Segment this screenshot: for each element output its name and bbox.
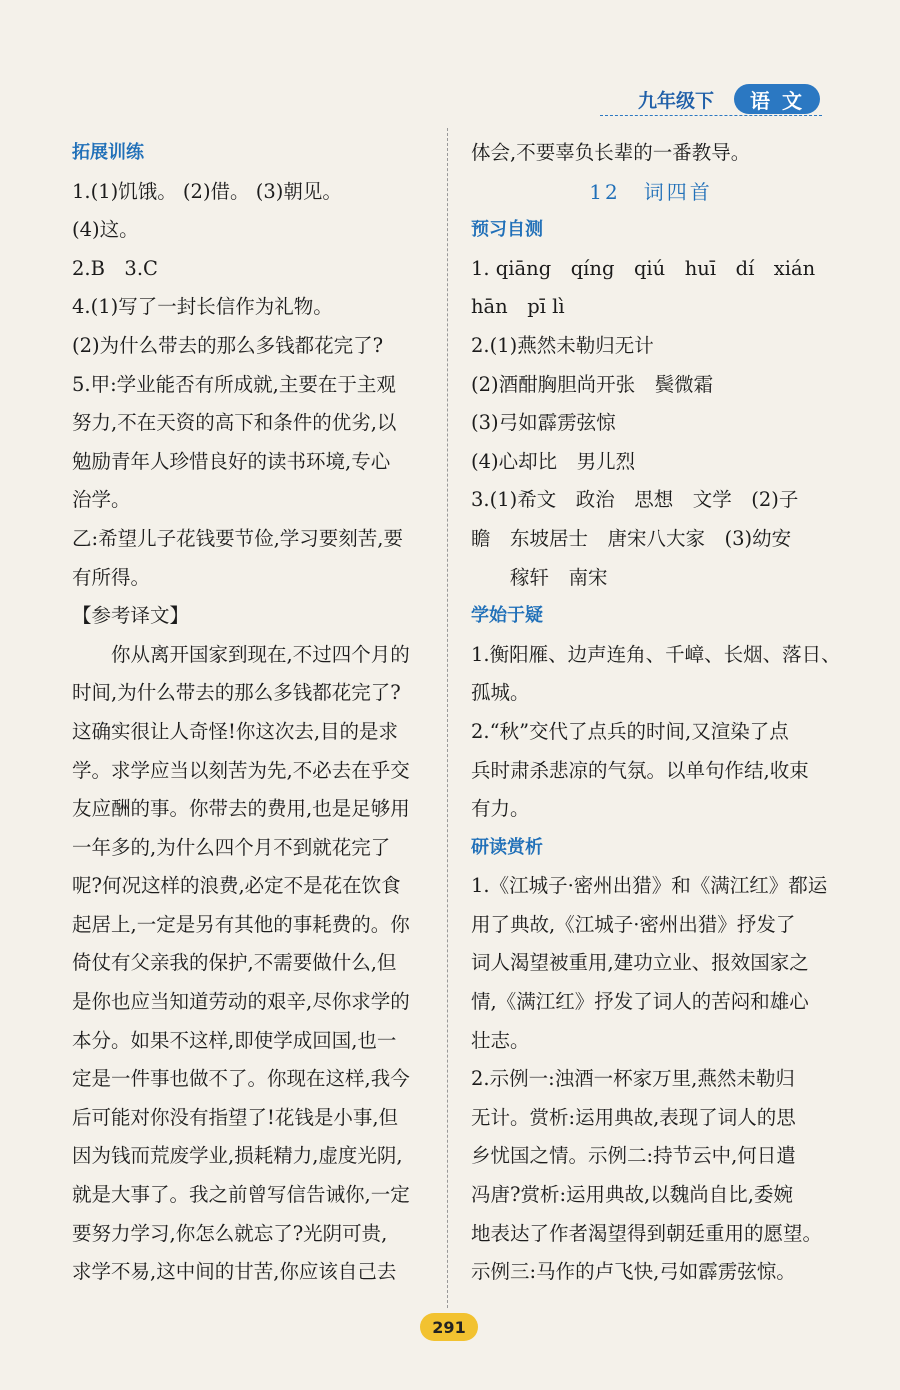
text-line: 5.甲:学业能否有所成就,主要在于主观	[72, 372, 396, 396]
column-divider	[447, 128, 448, 1308]
section-heading: 研读赏析	[471, 836, 543, 858]
text-line: 乙:希望儿子花钱要节俭,学习要刻苦,要	[72, 526, 403, 550]
text-line: 1. qiāng qíng qiú huī dí xián	[471, 256, 816, 280]
text-line: 求学不易,这中间的甘苦,你应该自己去	[72, 1260, 397, 1284]
text-line: 兵时肃杀悲凉的气氛。以单句作结,收束	[471, 758, 809, 782]
text-line: 【参考译文】	[72, 604, 190, 628]
text-line: 体会,不要辜负长辈的一番教导。	[471, 141, 751, 164]
section-heading: 预习自测	[471, 219, 543, 241]
text-line: 友应酬的事。你带去的费用,也是足够用	[72, 797, 410, 821]
text-line: 1.衡阳雁、边声连角、千嶂、长烟、落日、	[471, 642, 841, 666]
section-heading: 学始于疑	[471, 605, 543, 627]
text-line: 孤城。	[471, 681, 530, 705]
text-line: 是你也应当知道劳动的艰辛,尽你求学的	[72, 990, 410, 1014]
text-line: 2.示例一:浊酒一杯家万里,燕然未勒归	[471, 1067, 795, 1091]
text-line: 1.(1)饥饿。 (2)借。 (3)朝见。	[72, 179, 342, 203]
lesson-title: 12 词四首	[589, 179, 713, 204]
text-line: 4.(1)写了一封长信作为礼物。	[72, 295, 333, 319]
text-line: 因为钱而荒废学业,损耗精力,虚度光阴,	[72, 1144, 403, 1168]
text-line: 学。求学应当以刻苦为先,不必去在乎交	[72, 758, 410, 782]
header-rule	[600, 115, 822, 116]
page-number: 291	[420, 1313, 478, 1341]
text-line: 地表达了作者渴望得到朝廷重用的愿望。	[471, 1221, 823, 1245]
text-line: (4)这。	[72, 218, 139, 242]
subject-badge: 语文	[734, 84, 820, 114]
text-line: 这确实很让人奇怪!你这次去,目的是求	[72, 719, 399, 743]
text-line: 治学。	[72, 488, 131, 512]
text-line: 有力。	[471, 797, 530, 821]
text-line: hān pī lì	[471, 295, 565, 319]
text-line: 3.(1)希文 政治 思想 文学 (2)子	[471, 488, 799, 512]
text-line: (3)弓如霹雳弦惊	[471, 411, 616, 435]
right-column	[471, 134, 841, 1292]
text-line: 要努力学习,你怎么就忘了?光阴可贵,	[72, 1221, 388, 1245]
page-header	[600, 84, 822, 118]
text-line: 壮志。	[471, 1028, 530, 1052]
text-line: 倚仗有父亲我的保护,不需要做什么,但	[72, 951, 397, 975]
text-line: 2.“秋”交代了点兵的时间,又渲染了点	[471, 719, 789, 743]
text-line: 乡忧国之情。示例二:持节云中,何日遣	[471, 1144, 796, 1168]
text-line: 1.《江城子·密州出猎》和《满江红》都运	[471, 874, 828, 898]
text-line: 瞻 东坡居士 唐宋八大家 (3)幼安	[471, 526, 792, 550]
text-line: 勉励青年人珍惜良好的读书环境,专心	[72, 449, 391, 473]
text-line: 就是大事了。我之前曾写信告诫你,一定	[72, 1183, 410, 1207]
text-line: (4)心却比 男儿烈	[471, 449, 636, 473]
text-line: 一年多的,为什么四个月不到就花完了	[72, 835, 391, 859]
text-line: 词人渴望被重用,建功立业、报效国家之	[471, 951, 809, 975]
text-line: 稼轩 南宋	[510, 565, 608, 589]
text-line: 2.(1)燕然未勒归无计	[471, 333, 654, 357]
text-line: 努力,不在天资的高下和条件的优劣,以	[72, 411, 397, 435]
text-line: 呢?何况这样的浪费,必定不是花在饮食	[72, 874, 401, 898]
text-line: 2.B 3.C	[72, 256, 158, 280]
text-line: 无计。赏析:运用典故,表现了词人的思	[471, 1105, 796, 1129]
text-line: 冯唐?赏析:运用典故,以魏尚自比,委婉	[471, 1183, 793, 1207]
text-line: 有所得。	[72, 565, 151, 589]
text-line: 定是一件事也做不了。你现在这样,我今	[72, 1067, 410, 1091]
text-line: 示例三:马作的卢飞快,弓如霹雳弦惊。	[471, 1260, 796, 1284]
text-line: (2)酒酣胸胆尚开张 鬓微霜	[471, 372, 714, 396]
text-line: 时间,为什么带去的那么多钱都花完了?	[72, 681, 401, 705]
text-line: 你从离开国家到现在,不过四个月的	[111, 642, 410, 666]
text-line: 情,《满江红》抒发了词人的苦闷和雄心	[471, 990, 809, 1014]
text-line: 用了典故,《江城子·密州出猎》抒发了	[471, 912, 796, 936]
left-column	[72, 134, 428, 1292]
section-heading: 拓展训练	[72, 142, 144, 163]
text-line: (2)为什么带去的那么多钱都花完了?	[72, 333, 384, 357]
text-line: 本分。如果不这样,即使学成回国,也一	[72, 1028, 397, 1052]
text-line: 后可能对你没有指望了!花钱是小事,但	[72, 1105, 399, 1129]
text-line: 起居上,一定是另有其他的事耗费的。你	[72, 912, 410, 936]
grade-label: 九年级下	[638, 90, 715, 112]
